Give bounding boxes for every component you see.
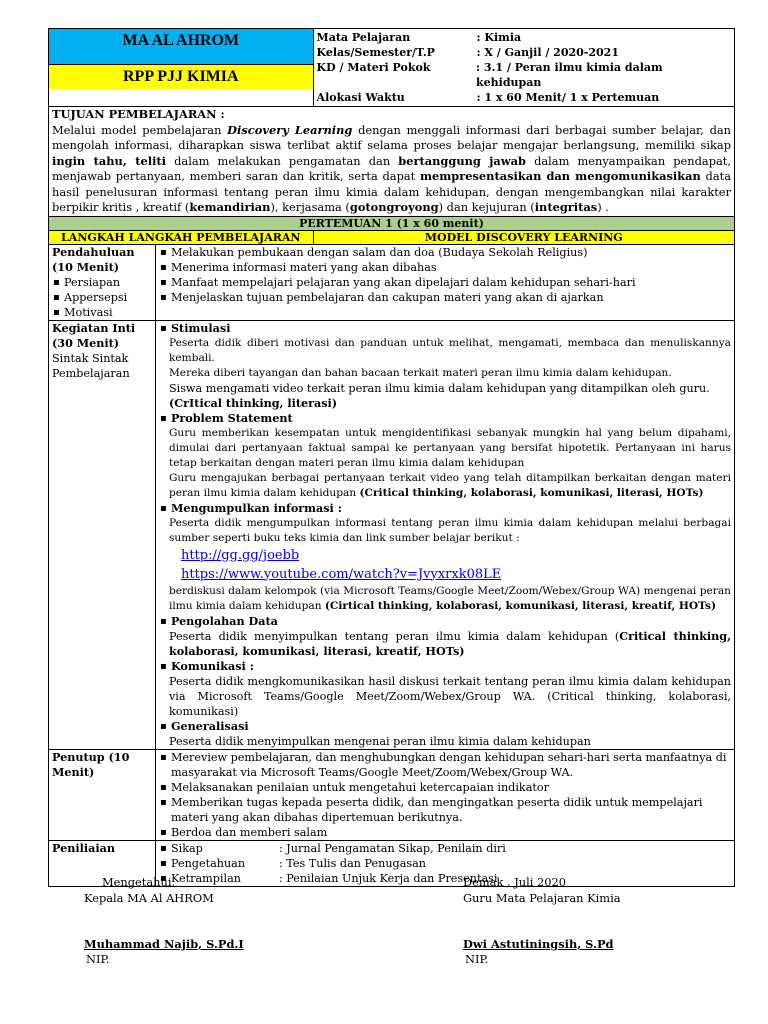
- list-item: ▪ Sikap : Jurnal Pengamatan Sikap, Penilain diri: [159, 841, 731, 856]
- meeting-header: PERTEMUAN 1 (1 x 60 menit): [49, 216, 735, 230]
- list-item: ▪ Ketrampilan : Penilaian Unjuk Kerja dan Presentasi: [159, 871, 731, 886]
- column-header-steps: LANGKAH LANGKAH PEMBELAJARAN: [49, 230, 314, 244]
- step-text: Peserta didik menyimpulkan tentang peran ilmu kimia dalam kehidupan (Critical thinking, kolaborasi, komunikasi, literasi, kreatif, HOTs): [168, 628, 731, 658]
- list-item: ▪ Mereview pembelajaran, dan menghubungkan dengan kehidupan sehari-hari serta manfaatnya di masyarakat via Microsoft Teams/Google Meet/Zoom/Webex/Group WA.: [159, 750, 731, 780]
- meta-block: [313, 29, 734, 107]
- column-header-model: MODEL DISCOVERY LEARNING: [313, 230, 734, 244]
- introduction-label: Pendahuluan (10 Menit): [52, 244, 135, 274]
- step-text: Siswa mengamati video terkait peran ilmu kimia dalam kehidupan yang ditampilkan oleh guru.: [168, 381, 710, 395]
- left-signature-name: Muhammad Najib, S.Pd.I: [84, 937, 244, 951]
- objectives-text: Melalui model pembelajaran Discovery Learning dengan menggali informasi dari berbagai sumber belajar, dan mengolah informasi, diharapkan siswa terlibat aktif selama proses belajar mengajar berlangsung, memiliki sikap ingin tahu, teliti dalam melakukan pengamatan dan bertanggung jawab dalam menyampaikan pendapat, menjawab pertanyaan, memberi saran dan kritik, serta dapat mempresentasikan dan mengomunikasikan data hasil penelusuran informasi tentang peran ilmu kimia dalam kehidupan, dengan mengembangkan nilai karakter berpikir kritis , kreatif (kemandirian), kerjasama (gotongroyong) dan kejujuran (integritas) .: [52, 122, 732, 214]
- right-signature-nip: NIP.: [465, 952, 489, 966]
- learning-objectives: [49, 107, 735, 217]
- step-title: ▪ Pengolahan Data: [159, 614, 731, 629]
- step-text: Peserta didik mengumpulkan informasi tentang peran ilmu kimia dalam kehidupan melalui berbagai sumber seperti buku teks kimia dan link sumber belajar berikut :: [168, 516, 731, 544]
- core-label: Kegiatan Inti (30 Menit): [52, 320, 136, 350]
- resource-link[interactable]: https://www.youtube.com/watch?v=Jvyxrxk08LE: [180, 566, 502, 582]
- meta-row: KD / Materi Pokok : 3.1 / Peran ilmu kimia dalam kehidupan: [316, 61, 663, 89]
- right-signature-role: Guru Mata Pelajaran Kimia: [463, 891, 621, 905]
- core-label-cell: [49, 320, 156, 749]
- step-text: Peserta didik menyimpulkan mengenai peran ilmu kimia dalam kehidupan: [168, 734, 591, 748]
- step-text: Mereka diberi tayangan dan bahan bacaan terkait materi peran ilmu kimia dalam kehidupan.: [168, 366, 672, 379]
- step-text: (CrItical thinking, literasi): [168, 395, 338, 410]
- school-name: MA AL AHROM: [49, 29, 313, 65]
- meta-row: Kelas/Semester/T.P : X / Ganjil / 2020-2021: [316, 46, 619, 59]
- assessment-label: Peniliaian: [52, 840, 115, 855]
- lesson-plan-document: [48, 28, 735, 887]
- lesson-plan-table: [48, 28, 735, 887]
- step-text: Guru memberikan kesempatan untuk mengidentifikasi sebanyak mungkin hal yang belum dipahami, dimulai dari pertanyaan faktual sampai ke pertanyaan yang bersifat hipotetik. Pertanyaan ini harus tetap berkaitan dengan materi peran ilmu kimia dalam kehidupan: [168, 426, 731, 469]
- assessment-content: [155, 840, 734, 886]
- meta-row: Alokasi Waktu : 1 x 60 Menit/ 1 x Pertemuan: [316, 91, 660, 104]
- list-item: ▪ Pengetahuan : Tes Tulis dan Penugasan: [159, 856, 731, 871]
- closing-label: Penutup (10 Menit): [52, 749, 130, 779]
- right-signature-name: Dwi Astutiningsih, S.Pd: [463, 937, 614, 951]
- step-text: Guru mengajukan berbagai pertanyaan terkait video yang telah ditampilkan berkaitan dengan materi peran ilmu kimia dalam kehidupan (Critical thinking, kolaborasi, komunikasi, literasi, HOTs): [168, 471, 731, 499]
- core-content: [155, 320, 734, 749]
- step-text: berdiskusi dalam kelompok (via Microsoft Teams/Google Meet/Zoom/Webex/Group WA) mengenai peran ilmu kimia dalam kehidupan (Cirtical thinking, kolaborasi, komunikasi, literasi, kreatif, HOTs): [168, 584, 731, 612]
- document-title: RPP PJJ KIMIA: [49, 65, 313, 89]
- step-text: Peserta didik diberi motivasi dan panduan untuk melihat, mengamati, membaca dan menuliskannya kembali.: [168, 336, 731, 364]
- list-item: ▪ Berdoa dan memberi salam: [159, 825, 731, 840]
- step-title: ▪ Problem Statement: [159, 411, 731, 426]
- core-sub-label: Sintak Sintak Pembelajaran: [52, 351, 130, 380]
- list-item: ▪ Manfaat mempelajari pelajaran yang akan dipelajari dalam kehidupan sehari-hari: [159, 275, 731, 290]
- closing-label-cell: [49, 749, 156, 840]
- step-title: ▪ Komunikasi :: [159, 659, 731, 674]
- meta-row: Mata Pelajaran : Kimia: [316, 31, 522, 44]
- step-text: Peserta didik mengkomunikasikan hasil diskusi terkait tentang peran ilmu kimia dalam kehidupan via Microsoft Teams/Google Meet/Zoom/Webex/Group WA. (Critical thinking, kolaborasi, komunikasi): [168, 674, 731, 718]
- list-item: ▪ Persiapan: [52, 275, 152, 290]
- introduction-label-cell: [49, 244, 156, 320]
- list-item: ▪ Melakukan pembukaan dengan salam dan doa (Budaya Sekolah Religius): [159, 245, 731, 260]
- introduction-content: [155, 244, 734, 320]
- step-title: ▪ Generalisasi: [159, 719, 731, 734]
- objectives-title: TUJUAN PEMBELAJARAN :: [52, 107, 225, 121]
- list-item: ▪ Menerima informasi materi yang akan dibahas: [159, 260, 731, 275]
- left-signature-role: Kepala MA Al AHROM: [84, 891, 214, 905]
- list-item: ▪ Memberikan tugas kepada peserta didik, dan mengingatkan peserta didik untuk mempelajari materi yang akan dibahas dipertemuan berikutnya.: [159, 795, 731, 825]
- step-title: ▪ Stimulasi: [159, 321, 731, 336]
- resource-link[interactable]: http://gg.gg/joebb: [180, 547, 300, 563]
- list-item: ▪ Motivasi: [52, 305, 152, 320]
- list-item: ▪ Melaksanakan penilaian untuk mengetahui ketercapaian indikator: [159, 780, 731, 795]
- list-item: ▪ Menjelaskan tujuan pembelajaran dan cakupan materi yang akan di ajarkan: [159, 290, 731, 305]
- closing-content: [155, 749, 734, 840]
- left-signature-heading: Mengetahui,: [102, 875, 176, 889]
- left-signature-nip: NIP.: [86, 952, 110, 966]
- title-block: [49, 29, 314, 107]
- list-item: ▪ Appersepsi: [52, 290, 152, 305]
- right-signature-date: Demak , Juli 2020: [463, 875, 567, 889]
- step-title: ▪ Mengumpulkan informasi :: [159, 501, 731, 516]
